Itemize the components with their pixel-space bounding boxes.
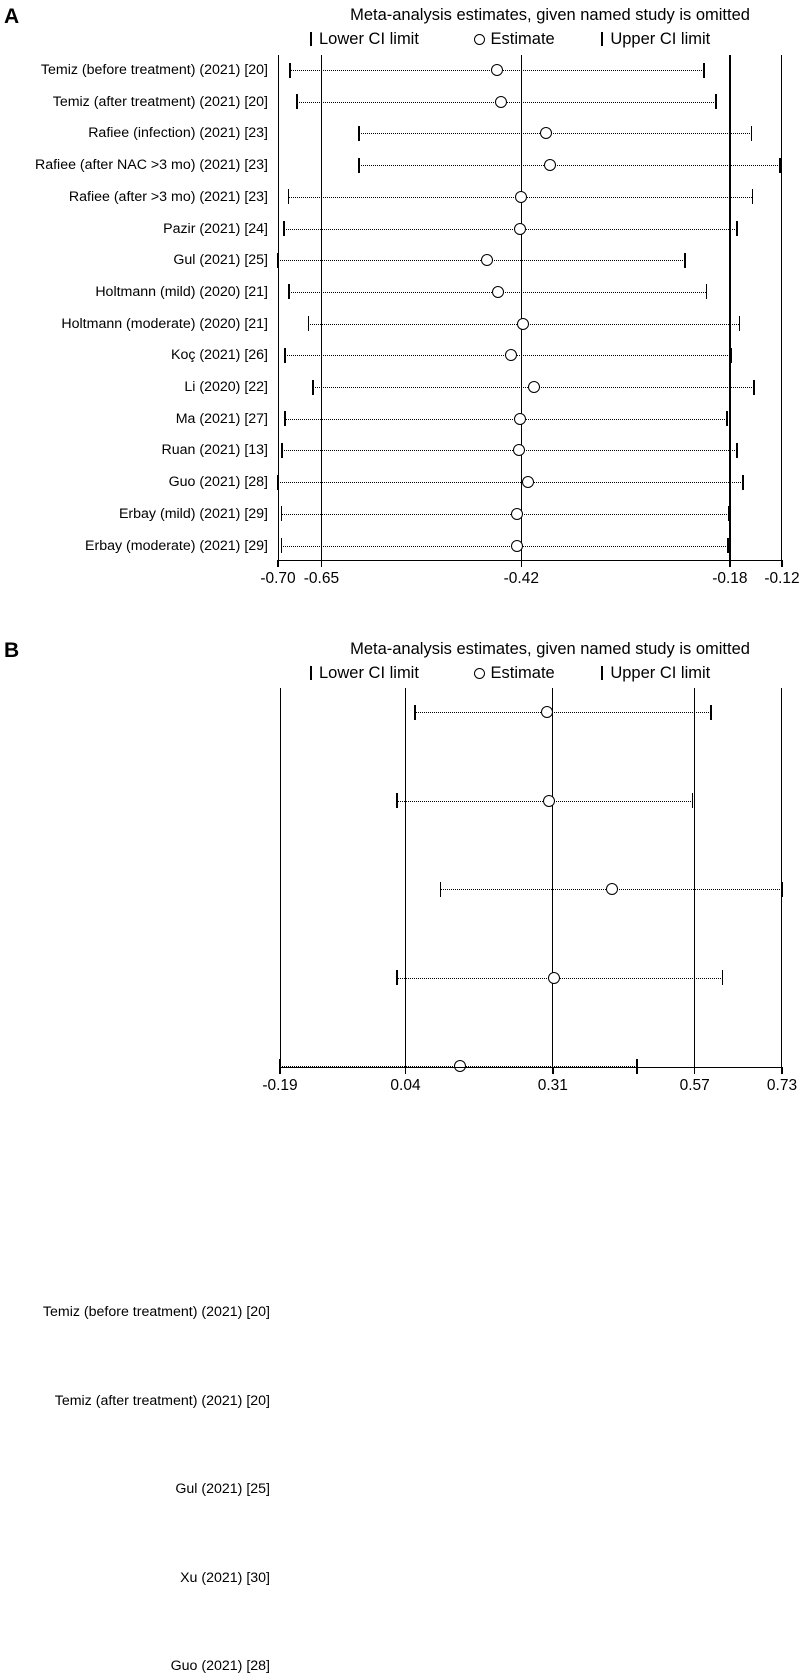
lower-ci-cap (308, 316, 310, 331)
confidence-interval-line (278, 482, 743, 483)
legend-lower-ci-label: Lower CI limit (319, 664, 419, 682)
confidence-interval-line (359, 133, 752, 134)
estimate-marker (528, 381, 540, 393)
confidence-interval-line (285, 419, 727, 420)
study-label: Koç (2021) [26] (170, 347, 268, 364)
legend-estimate (474, 665, 555, 682)
estimate-marker (514, 413, 526, 425)
legend-estimate-label: Estimate (490, 664, 555, 682)
upper-ci-cap (739, 316, 741, 331)
panel-b-plot-area (280, 688, 782, 1067)
x-axis-tick-label: -0.12 (764, 570, 800, 587)
estimate-marker (544, 159, 556, 171)
study-label: Holtmann (mild) (2020) [21] (95, 283, 268, 300)
x-axis-tick (321, 560, 322, 567)
legend-estimate (474, 31, 555, 48)
lower-ci-cap (281, 506, 283, 521)
estimate-marker (522, 476, 534, 488)
estimate-marker (511, 508, 523, 520)
x-axis-line (278, 560, 782, 561)
legend-upper-ci (601, 31, 710, 48)
estimate-marker (517, 318, 529, 330)
panel-a-title: Meta-analysis estimates, given named study is omitted (350, 6, 750, 24)
estimate-marker (513, 444, 525, 456)
study-label: Temiz (after treatment) (2021) [20] (52, 93, 268, 110)
panel-b-letter: B (4, 639, 20, 662)
x-axis-line (280, 1067, 782, 1068)
lower-ci-cap (312, 380, 314, 395)
upper-ci-cap (736, 221, 738, 236)
upper-ci-cap (722, 970, 724, 985)
confidence-interval-line (415, 712, 711, 713)
study-label: Li (2020) [22] (184, 379, 268, 395)
lower-ci-cap (358, 158, 360, 173)
plot-frame-left (280, 688, 281, 1067)
panel-a-plot-area (278, 55, 782, 560)
estimate-circle-icon (474, 34, 485, 45)
estimate-marker (514, 223, 526, 235)
study-label: Xu (2021) [30] (180, 1569, 270, 1586)
upper-ci-cap (684, 253, 686, 268)
upper-ci-cap (752, 189, 754, 204)
x-axis-tick (694, 1067, 695, 1074)
estimate-marker (543, 795, 555, 807)
reference-line-0 (321, 55, 322, 560)
estimate-marker (606, 883, 618, 895)
lower-ci-cap (440, 882, 442, 897)
x-axis-tick-label: 0.73 (766, 1077, 798, 1094)
upper-ci-cap (731, 348, 733, 363)
x-axis-tick-label: 0.04 (390, 1077, 421, 1094)
legend-lower-ci (310, 665, 419, 682)
lower-ci-bar-icon (310, 666, 312, 680)
panel-b-legend (310, 665, 790, 682)
panel-a (0, 0, 800, 600)
lower-ci-cap (283, 221, 285, 236)
x-axis-tick (781, 560, 782, 567)
legend-upper-ci-label: Upper CI limit (610, 664, 711, 682)
x-axis-tick (277, 560, 278, 567)
lower-ci-cap (281, 538, 283, 553)
study-label: Ruan (2021) [13] (161, 442, 268, 459)
upper-ci-cap (727, 538, 729, 553)
x-axis-tick (279, 1067, 280, 1074)
estimate-marker (548, 972, 560, 984)
lower-ci-cap (288, 284, 290, 299)
confidence-interval-line (281, 514, 729, 515)
lower-ci-cap (284, 411, 286, 426)
confidence-interval-line (281, 546, 728, 547)
study-label: Guo (2021) [28] (170, 1658, 270, 1674)
upper-ci-bar-icon (601, 32, 603, 46)
study-label: Ma (2021) [27] (175, 410, 268, 427)
upper-ci-cap (703, 63, 705, 78)
lower-ci-cap (277, 253, 279, 268)
plot-frame-right (781, 688, 782, 1067)
estimate-marker (505, 349, 517, 361)
study-label: Rafiee (after NAC >3 mo) (2021) [23] (34, 157, 268, 174)
upper-ci-cap (726, 411, 728, 426)
study-label: Pazir (2021) [24] (163, 220, 268, 237)
estimate-circle-icon (474, 668, 485, 679)
study-label: Erbay (mild) (2021) [29] (118, 505, 268, 522)
legend-upper-ci-label: Upper CI limit (610, 30, 711, 48)
legend-estimate-label: Estimate (490, 30, 555, 48)
plot-frame-right (781, 55, 782, 560)
x-axis-tick (781, 1067, 782, 1074)
x-axis-tick (729, 560, 730, 567)
study-label: Gul (2021) [25] (175, 1481, 270, 1497)
lower-ci-cap (396, 793, 398, 808)
study-label: Guo (2021) [28] (168, 474, 268, 491)
upper-ci-cap (636, 1059, 638, 1074)
x-axis-tick-label: -0.18 (712, 570, 748, 587)
estimate-marker (540, 127, 552, 139)
x-axis-tick (521, 560, 522, 567)
upper-ci-cap (710, 705, 712, 720)
x-axis-tick-label: 0.31 (537, 1077, 568, 1094)
estimate-marker (492, 286, 504, 298)
lower-ci-cap (288, 189, 290, 204)
x-axis-tick (552, 1067, 553, 1074)
panel-a-letter: A (4, 5, 20, 28)
lower-ci-cap (358, 126, 360, 141)
lower-ci-cap (296, 94, 298, 109)
study-label: Temiz (before treatment) (2021) [20] (42, 1304, 270, 1320)
estimate-marker (454, 1060, 466, 1072)
upper-ci-cap (692, 793, 694, 808)
upper-ci-cap (751, 126, 753, 141)
upper-ci-cap (728, 506, 730, 521)
study-label: Temiz (before treatment) (2021) [20] (40, 62, 268, 78)
confidence-interval-line (284, 229, 737, 230)
lower-ci-cap (284, 348, 286, 363)
study-label: Temiz (after treatment) (2021) [20] (54, 1392, 270, 1409)
upper-ci-cap (706, 284, 708, 299)
legend-lower-ci (310, 31, 419, 48)
reference-line-0 (405, 688, 406, 1067)
legend-upper-ci (601, 665, 710, 682)
panel-a-legend (310, 31, 790, 48)
study-label: Erbay (moderate) (2021) [29] (85, 537, 268, 554)
study-label: Gul (2021) [25] (173, 252, 268, 269)
x-axis-tick-label: 0.57 (679, 1077, 710, 1094)
panel-b-title: Meta-analysis estimates, given named study is omitted (350, 640, 750, 658)
x-axis-tick-label: -0.70 (260, 570, 296, 587)
upper-ci-cap (753, 380, 755, 395)
estimate-marker (541, 706, 553, 718)
lower-ci-cap (414, 705, 416, 720)
estimate-marker (481, 254, 493, 266)
upper-ci-bar-icon (601, 666, 603, 680)
estimate-marker (491, 64, 503, 76)
upper-ci-cap (781, 882, 783, 897)
x-axis-tick (405, 1067, 406, 1074)
lower-ci-cap (277, 475, 279, 490)
confidence-interval-line (282, 450, 736, 451)
reference-line-2 (694, 688, 695, 1067)
panel-b (0, 600, 800, 1674)
estimate-marker (515, 191, 527, 203)
study-label: Rafiee (infection) (2021) [23] (88, 125, 268, 142)
upper-ci-cap (715, 94, 717, 109)
reference-line-2 (729, 55, 730, 560)
legend-lower-ci-label: Lower CI limit (319, 30, 419, 48)
upper-ci-cap (779, 158, 781, 173)
lower-ci-cap (289, 63, 291, 78)
lower-ci-cap (281, 443, 283, 458)
study-label: Rafiee (after >3 mo) (2021) [23] (68, 188, 268, 205)
study-label: Holtmann (moderate) (2020) [21] (61, 315, 268, 332)
estimate-marker (511, 540, 523, 552)
x-axis-tick-label: -0.65 (303, 570, 340, 587)
lower-ci-bar-icon (310, 32, 312, 46)
reference-line-1 (552, 688, 553, 1067)
x-axis-tick-label: -0.42 (503, 570, 539, 587)
upper-ci-cap (742, 475, 744, 490)
lower-ci-cap (396, 970, 398, 985)
estimate-marker (495, 96, 507, 108)
x-axis-tick-label: -0.19 (262, 1077, 298, 1094)
upper-ci-cap (736, 443, 738, 458)
confidence-interval-line (359, 165, 780, 166)
